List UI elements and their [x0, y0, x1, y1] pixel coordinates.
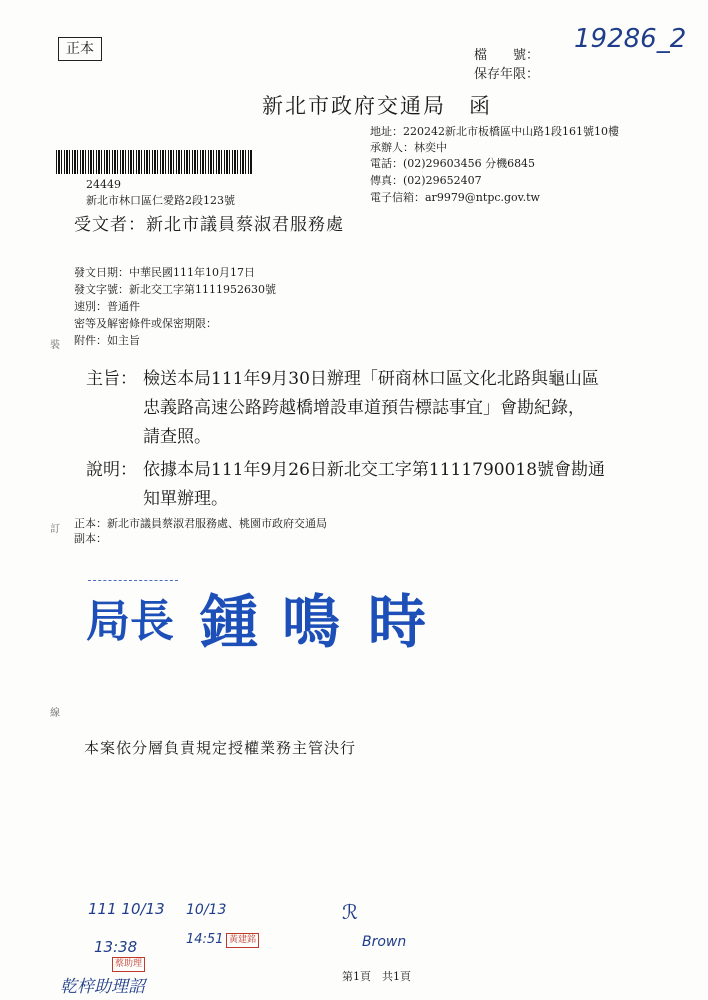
- file-number-label: 檔 號：: [474, 48, 540, 63]
- handwritten-time-2: 14:51: [186, 932, 224, 947]
- handwritten-initial-mark: ℛ: [342, 900, 358, 924]
- seal-name-char-3: 時: [368, 588, 427, 652]
- seal-title: 局長: [86, 596, 174, 647]
- explanation-line-1: 依據本局111年9月26日新北交工字第1111790018號會勘通: [143, 460, 606, 480]
- binding-mark-staple: 訂: [50, 524, 60, 535]
- subject-line-1: 檢送本局111年9月30日辦理「研商林口區文化北路與龜山區: [143, 369, 599, 389]
- seal-name-char-1: 鍾: [200, 588, 259, 652]
- handwritten-receive-date: 111 10/13: [88, 900, 165, 918]
- delivery-speed: 速別：普通件: [74, 300, 140, 313]
- barcode: [56, 150, 252, 174]
- handwritten-signature-right: Brown: [362, 934, 407, 950]
- handwritten-file-number: 19286_2: [574, 24, 687, 54]
- director-seal: [82, 582, 462, 652]
- original-recipients: 正本：新北市議員蔡淑君服務處、桃園市政府交通局: [74, 517, 327, 530]
- explanation-line-2: 知單辦理。: [143, 489, 228, 509]
- page-number: 第1頁 共1頁: [342, 970, 411, 983]
- explanation-label: 說明：: [86, 460, 137, 480]
- recipient: 受文者：新北市議員蔡淑君服務處: [74, 215, 344, 235]
- agency-title: 新北市政府交通局 函: [262, 94, 492, 118]
- recipient-address: 新北市林口區仁愛路2段123號: [86, 194, 235, 207]
- phone-number: 電話：(02)29603456 分機6845: [370, 157, 536, 170]
- binding-mark-bind: 裝: [50, 340, 60, 351]
- issue-date: 發文日期：中華民國111年10月17日: [74, 266, 255, 279]
- email-address: 電子信箱：ar9979@ntpc.gov.tw: [370, 191, 540, 204]
- handwritten-date-2: 10/13: [186, 902, 227, 918]
- copy-recipients: 副本：: [74, 532, 107, 545]
- fax-number: 傳真：(02)29652407: [370, 174, 482, 187]
- agency-address: 地址：220242新北市板橋區中山路1段161號10樓: [370, 125, 619, 138]
- attachment: 附件：如主旨: [74, 334, 140, 347]
- delegation-note: 本案依分層負責規定授權業務主管決行: [84, 739, 357, 757]
- seal-name-char-2: 鳴: [282, 588, 341, 652]
- retention-period-label: 保存年限：: [474, 67, 540, 82]
- subject-label: 主旨：: [86, 369, 137, 389]
- postal-code: 24449: [86, 178, 121, 191]
- stamp-guide-line: [88, 580, 178, 581]
- secrecy-level: 密等及解密條件或保密期限：: [74, 317, 217, 330]
- binding-mark-line: 線: [50, 708, 60, 719]
- red-seal-assistant: 蔡助理: [112, 957, 145, 972]
- handler-name: 承辦人：林奕中: [370, 141, 447, 154]
- handwritten-signature-bottom: 乾梓助理詔: [60, 977, 145, 997]
- subject-line-2: 忠義路高速公路跨越橋增設車道預告標誌事宜」會勘紀錄，: [143, 398, 585, 418]
- document-number: 發文字號：新北交工字第1111952630號: [74, 283, 276, 296]
- red-seal-name: 黃建銘: [226, 933, 259, 948]
- handwritten-receive-time: 13:38: [94, 938, 138, 956]
- original-copy-label: 正本: [58, 37, 102, 61]
- subject-line-3: 請查照。: [143, 427, 211, 447]
